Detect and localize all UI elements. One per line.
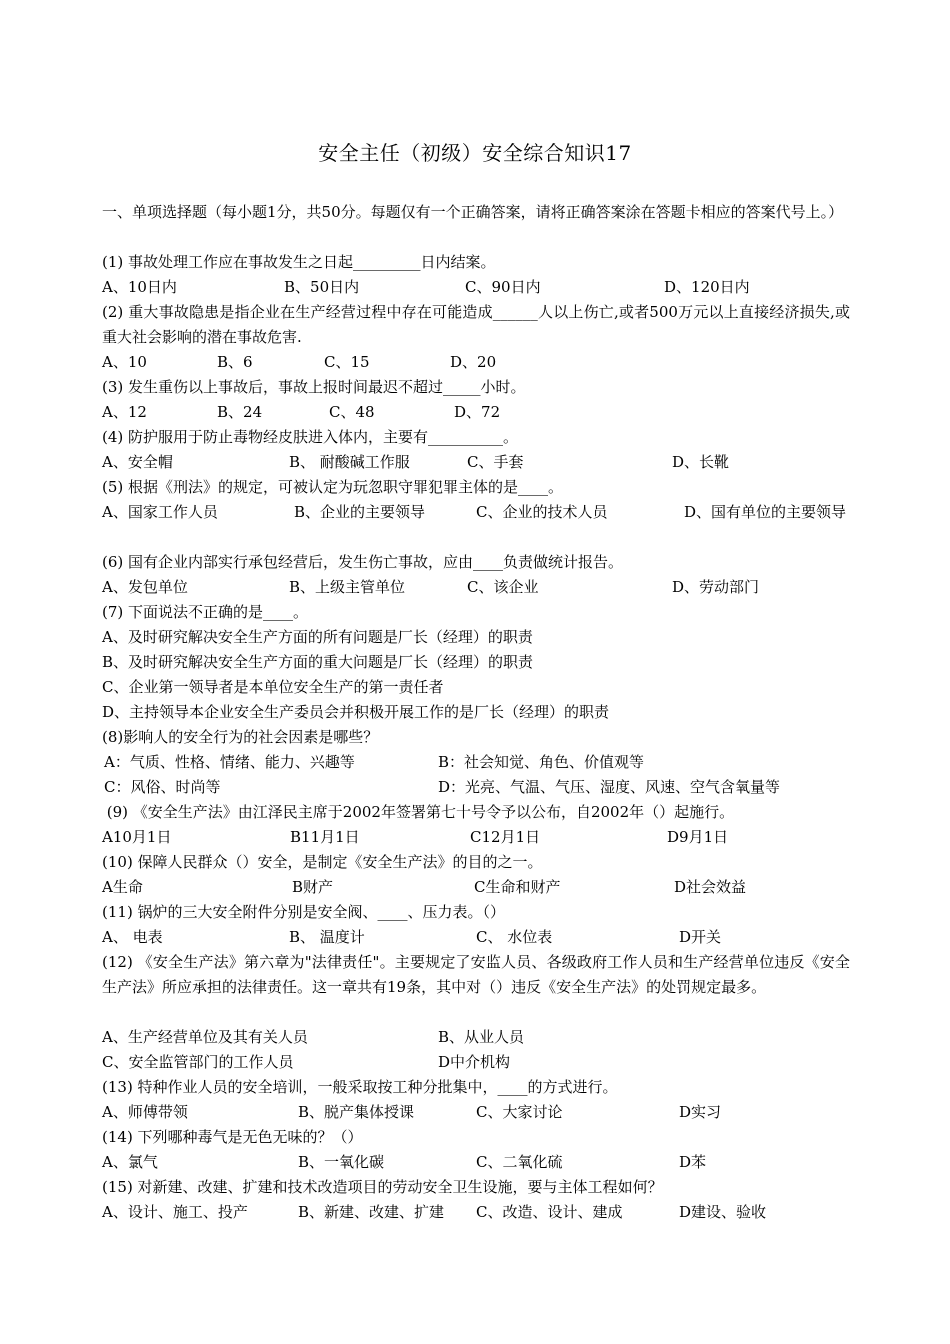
- option-c: C生命和财产: [474, 878, 561, 896]
- question-5: (5) 根据《刑法》的规定，可被认定为玩忽职守罪犯罪主体的是____。: [102, 478, 564, 496]
- option-c: C、该企业: [467, 578, 539, 596]
- option-c: C：风俗、时尚等: [104, 778, 221, 796]
- options-q12-row2: [102, 1050, 850, 1075]
- question-1: (1) 事故处理工作应在事故发生之日起_________日内结案。: [102, 253, 496, 271]
- question-10: (10) 保障人民群众（）安全，是制定《安全生产法》的目的之一。: [102, 853, 543, 871]
- option-a: A、及时研究解决安全生产方面的所有问题是厂长（经理）的职责: [102, 628, 533, 646]
- options-q8-row2: [102, 775, 850, 800]
- option-b: B、脱产集体授课: [298, 1103, 415, 1121]
- option-c: C、 水位表: [476, 928, 553, 946]
- option-c: C、大家讨论: [476, 1103, 563, 1121]
- option-a: A、 电表: [102, 928, 163, 946]
- options-q12-row1: [102, 1025, 850, 1050]
- question-13: (13) 特种作业人员的安全培训，一般采取按工种分批集中，____的方式进行。: [102, 1078, 618, 1096]
- option-a: A、设计、施工、投产: [102, 1203, 248, 1221]
- options-q2: [102, 350, 850, 375]
- section-header: 一、单项选择题（每小题1分，共50分。每题仅有一个正确答案，请将正确答案涂在答题卡相应的答案代号上。）: [102, 203, 844, 221]
- option-b: B：社会知觉、角色、价值观等: [438, 753, 645, 771]
- option-d: D开关: [679, 928, 722, 946]
- options-q3: [102, 400, 850, 425]
- options-q14: [102, 1150, 850, 1175]
- option-a: A、氯气: [102, 1153, 158, 1171]
- option-c: C、手套: [467, 453, 524, 471]
- question-9: (9) 《安全生产法》由江泽民主席于2002年签署第七十号令予以公布，自2002年（）起施行。: [102, 803, 735, 821]
- option-d: D、主持领导本企业安全生产委员会并积极开展工作的是厂长（经理）的职责: [102, 703, 610, 721]
- options-q10: [102, 875, 850, 900]
- option-c: C、企业第一领导者是本单位安全生产的第一责任者: [102, 678, 444, 696]
- option-b: B、 温度计: [289, 928, 365, 946]
- option-a: A、10: [102, 353, 147, 371]
- option-d: D实习: [679, 1103, 722, 1121]
- option-b: B、50日内: [284, 278, 360, 296]
- option-a: A、发包单位: [102, 578, 188, 596]
- option-b: B、一氧化碳: [298, 1153, 385, 1171]
- option-b: B、24: [217, 403, 263, 421]
- option-b: B财产: [292, 878, 334, 896]
- question-3: (3) 发生重伤以上事故后，事故上报时间最迟不超过_____小时。: [102, 378, 526, 396]
- option-b: B、及时研究解决安全生产方面的重大问题是厂长（经理）的职责: [102, 653, 534, 671]
- option-b: B、6: [217, 353, 253, 371]
- option-c: C、二氧化硫: [476, 1153, 563, 1171]
- options-q5: [102, 500, 850, 550]
- options-q8-row1: [102, 750, 850, 775]
- option-d: D、20: [450, 353, 497, 371]
- option-d: D：光亮、气温、气压、湿度、风速、空气含氧量等: [438, 778, 781, 796]
- option-a: A、12: [102, 403, 147, 421]
- option-d: D、72: [454, 403, 501, 421]
- option-a: A、10日内: [102, 278, 177, 296]
- option-d: D中介机构: [438, 1053, 511, 1071]
- question-4: (4) 防护服用于防止毒物经皮肤进入体内，主要有__________。: [102, 428, 519, 446]
- option-a: A、生产经营单位及其有关人员: [102, 1028, 308, 1046]
- option-c: C、90日内: [465, 278, 541, 296]
- option-c: C、企业的技术人员: [476, 503, 608, 521]
- option-d: D苯: [679, 1153, 707, 1171]
- option-a: A10月1日: [102, 828, 172, 846]
- option-d: D、长靴: [672, 453, 730, 471]
- option-d: D9月1日: [667, 828, 729, 846]
- option-b: B、 耐酸碱工作服: [289, 453, 410, 471]
- options-q4: [102, 450, 850, 475]
- option-d: D、120日内: [664, 278, 750, 296]
- option-d: D、国有单位的主要领导: [684, 503, 847, 521]
- document-body: [102, 200, 850, 1225]
- option-c: C、48: [329, 403, 375, 421]
- question-12: (12) 《安全生产法》第六章为"法律责任"。主要规定了安监人员、各级政府工作人员和生产经营单位违反《安全生产法》所应承担的法律责任。这一章共有19条，其中对（）违反《安全生产法》的处罚规定最多。: [102, 953, 850, 996]
- option-d: D建设、验收: [679, 1203, 767, 1221]
- question-6: (6) 国有企业内部实行承包经营后，发生伤亡事故，应由____负责做统计报告。: [102, 553, 624, 571]
- question-14: (14) 下列哪种毒气是无色无味的？（）: [102, 1128, 363, 1146]
- option-a: A：气质、性格、情绪、能力、兴趣等: [104, 753, 355, 771]
- option-c: C、安全监管部门的工作人员: [102, 1053, 294, 1071]
- option-b: B、从业人员: [438, 1028, 525, 1046]
- options-q15: [102, 1200, 850, 1225]
- option-d: D、劳动部门: [672, 578, 760, 596]
- question-2: (2) 重大事故隐患是指企业在生产经营过程中存在可能造成______人以上伤亡,或者500万元以上直接经济损失,或重大社会影响的潜在事故危害.: [102, 303, 850, 346]
- option-a: A、师傅带领: [102, 1103, 188, 1121]
- option-c: C、15: [324, 353, 370, 371]
- options-q1: [102, 275, 850, 300]
- option-d: D社会效益: [674, 878, 747, 896]
- question-7: (7) 下面说法不正确的是____。: [102, 603, 309, 621]
- options-q13: [102, 1100, 850, 1125]
- option-c: C、改造、设计、建成: [476, 1203, 623, 1221]
- option-a: A、国家工作人员: [102, 503, 218, 521]
- option-b: B、新建、改建、扩建: [298, 1203, 445, 1221]
- question-8: (8)影响人的安全行为的社会因素是哪些？: [102, 728, 379, 746]
- question-15: (15) 对新建、改建、扩建和技术改造项目的劳动安全卫生设施，要与主体工程如何？: [102, 1178, 663, 1196]
- option-b: B11月1日: [290, 828, 360, 846]
- options-q11: [102, 925, 850, 950]
- option-b: B、企业的主要领导: [294, 503, 426, 521]
- option-a: A、安全帽: [102, 453, 173, 471]
- document-title: 安全主任（初级）安全综合知识17: [318, 141, 632, 165]
- option-b: B、上级主管单位: [289, 578, 406, 596]
- options-q6: [102, 575, 850, 600]
- option-c: C12月1日: [470, 828, 541, 846]
- option-a: A生命: [102, 878, 143, 896]
- options-q9: [102, 825, 850, 850]
- question-11: (11) 锅炉的三大安全附件分别是安全阀、____、压力表。（）: [102, 903, 506, 921]
